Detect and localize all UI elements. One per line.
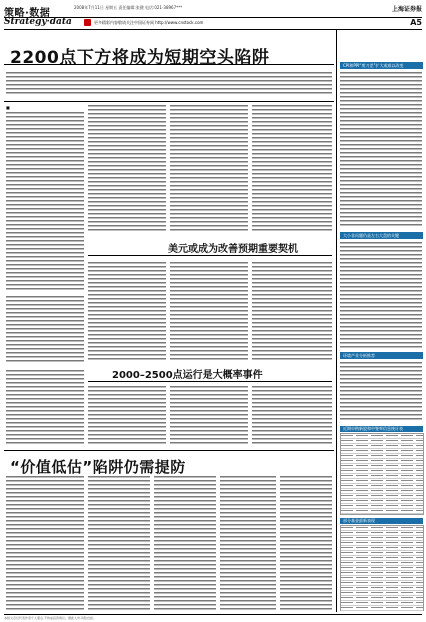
column-4-text: [252, 105, 332, 233]
table2: [340, 525, 424, 611]
table1-title: 近期申购新股和中签率信息统计表: [340, 426, 423, 432]
section-badge-icon: [84, 19, 91, 26]
column-2c-text: [88, 386, 166, 446]
lead-paragraph: [6, 72, 332, 96]
column-1-text-b: [6, 296, 84, 364]
table-row: [341, 606, 423, 611]
third-headline: 2000–2500点运行是大概率事件: [112, 370, 263, 381]
column-1d-text: [6, 476, 84, 610]
section-name: Strategy·data: [4, 17, 72, 27]
second-headline: 美元或成为改善预期重要契机: [168, 244, 298, 255]
second-rule: [88, 255, 332, 256]
page-number: A5: [410, 18, 422, 27]
table-row: [341, 509, 423, 514]
masthead-meta: 2008年7月11日 星期五 责任编辑:张健 电话:021-38967***: [74, 5, 183, 10]
sidebar-box2-text: [340, 242, 422, 350]
column-2-text: [88, 105, 166, 233]
column-4d-text: [220, 476, 276, 610]
subhead-1: ■: [6, 105, 10, 110]
sidebar-box1-title: CPI和PPI“剪刀差”扩大或难以改变: [340, 62, 423, 69]
column-3b-text: [170, 262, 248, 362]
masthead-title: 策略·数据: [4, 8, 51, 19]
sidebar-divider: [336, 30, 337, 612]
column-2d-text: [88, 476, 150, 610]
column-5d-text: [280, 476, 332, 610]
sidebar-box3-title: 环境产业分析推荐: [340, 352, 423, 359]
column-4b-text: [252, 262, 332, 362]
newspaper-logo: 上海证券报: [391, 6, 422, 13]
column-3d-text: [154, 476, 216, 610]
page-footer: 本版文章仅代表作者个人观点,不构成投资建议。据此入市,风险自担。: [4, 614, 422, 621]
sidebar-box2-title: 大小非问题仍是左右大盘的关键: [340, 232, 423, 239]
section-hot-text: 更多精彩内容敬请关注中国证券网 http://www.cnstock.com: [94, 20, 204, 25]
table1: [340, 433, 424, 515]
third-rule: [88, 381, 332, 382]
table2-title: 部分基金最新表现: [340, 518, 423, 524]
column-1c-text: [6, 370, 84, 444]
main-headline: 2200点下方将成为短期空头陷阱: [10, 48, 270, 68]
sidebar-box3-text: [340, 362, 422, 422]
fourth-rule-top: [4, 450, 334, 451]
fourth-headline: “价值低估”陷阱仍需提防: [10, 458, 186, 476]
section-band: [4, 17, 422, 30]
sidebar-box1-text: [340, 72, 422, 228]
lead-rule: [4, 101, 334, 102]
column-2b-text: [88, 262, 166, 362]
column-3-text: [170, 105, 248, 233]
column-4c-text: [252, 386, 332, 446]
headline-rule: [4, 64, 334, 65]
column-3c-text: [170, 386, 248, 446]
column-1-text: [6, 112, 84, 290]
